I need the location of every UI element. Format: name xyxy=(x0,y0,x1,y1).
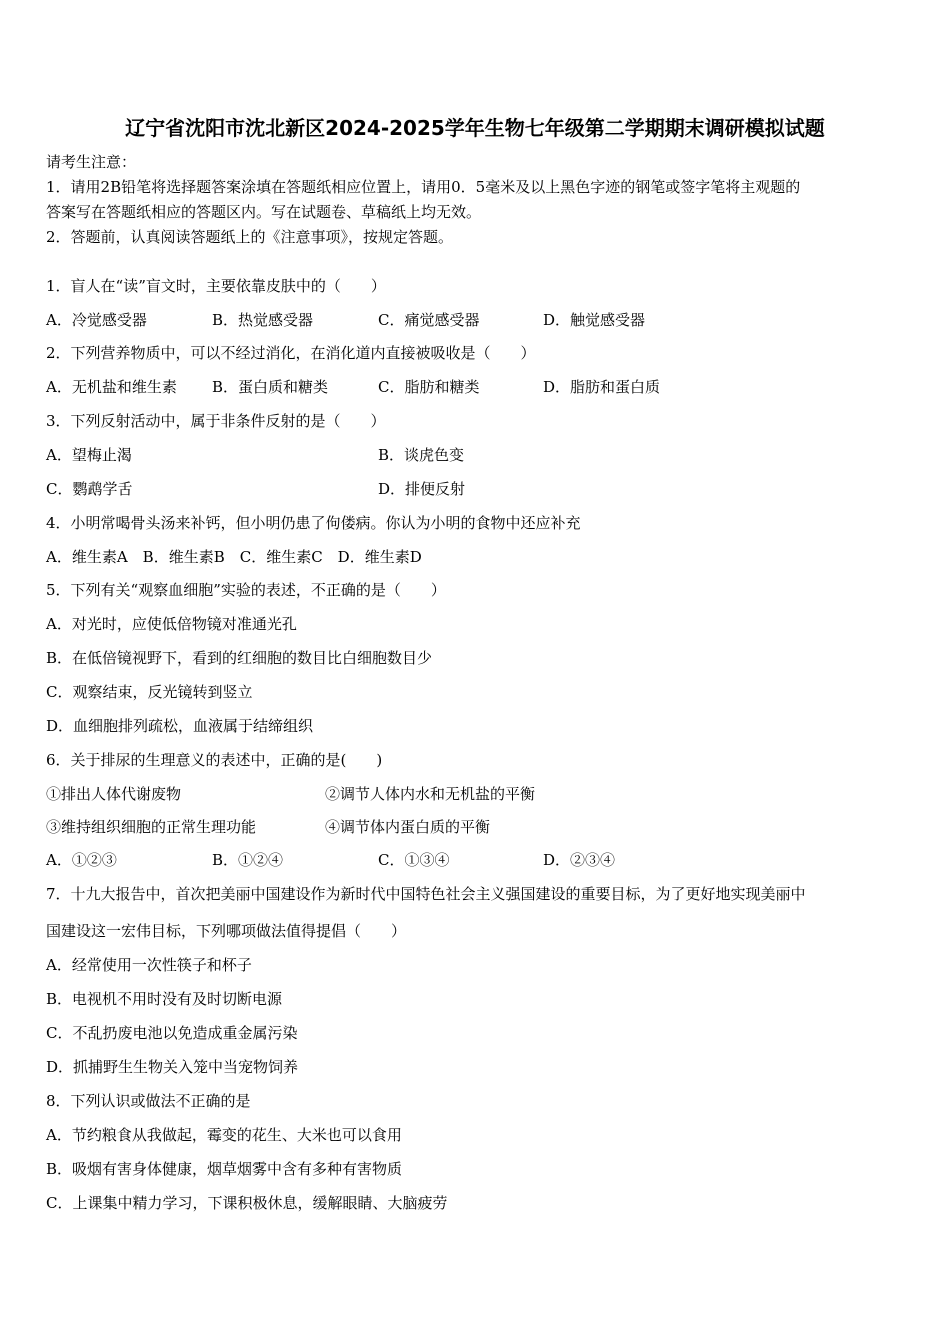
q8-option-c: C．上课集中精力学习，下课积极休息，缓解眼睛、大脑疲劳 xyxy=(46,1194,448,1212)
q3-option-a: A．望梅止渴 xyxy=(46,446,132,464)
q1-stem: 1．盲人在“读”盲文时，主要依靠皮肤中的（ ） xyxy=(46,277,386,295)
page-title: 辽宁省沈阳市沈北新区2024-2025学年生物七年级第二学期期末调研模拟试题 xyxy=(125,116,825,140)
q7-option-b: B．电视机不用时没有及时切断电源 xyxy=(46,990,283,1008)
q2-option-d: D．脂肪和蛋白质 xyxy=(543,378,661,396)
q1-option-b: B．热觉感受器 xyxy=(212,311,314,329)
q2-stem: 2．下列营养物质中，可以不经过消化，在消化道内直接被吸收是（ ） xyxy=(46,344,536,362)
q5-option-b: B．在低倍镜视野下，看到的红细胞的数目比白细胞数目少 xyxy=(46,649,433,667)
q5-option-a: A．对光时，应使低倍物镜对准通光孔 xyxy=(46,615,297,633)
notice-heading: 请考生注意： xyxy=(46,153,137,171)
q6-option-b: B．①②④ xyxy=(212,851,284,869)
q5-option-c: C．观察结束，反光镜转到竖立 xyxy=(46,683,253,701)
q5-option-d: D．血细胞排列疏松，血液属于结缔组织 xyxy=(46,717,314,735)
q6-option-a: A．①②③ xyxy=(46,851,117,869)
q8-stem: 8．下列认识或做法不正确的是 xyxy=(46,1092,251,1110)
notice-line-2: 2．答题前，认真阅读答题纸上的《注意事项》，按规定答题。 xyxy=(46,228,454,246)
q7-stem-line-1: 7．十九大报告中，首次把美丽中国建设作为新时代中国特色社会主义强国建设的重要目标，为了更好地实现美丽中 xyxy=(46,885,806,903)
q4-options: A．维生素A B．维生素B C．维生素C D．维生素D xyxy=(46,548,422,566)
q6-option-c: C．①③④ xyxy=(378,851,450,869)
q2-option-b: B．蛋白质和糖类 xyxy=(212,378,329,396)
q7-option-a: A．经常使用一次性筷子和杯子 xyxy=(46,956,252,974)
q6-statement-1: ①排出人体代谢废物 xyxy=(46,785,182,803)
q3-stem: 3．下列反射活动中，属于非条件反射的是（ ） xyxy=(46,412,386,430)
q1-option-c: C．痛觉感受器 xyxy=(378,311,480,329)
notice-line-1a: 1．请用2B铅笔将选择题答案涂填在答题纸相应位置上，请用0．5毫米及以上黑色字迹的钢笔或签字笔将主观题的 xyxy=(46,178,801,196)
q6-statement-2: ②调节人体内水和无机盐的平衡 xyxy=(325,785,536,803)
q7-option-c: C．不乱扔废电池以免造成重金属污染 xyxy=(46,1024,298,1042)
q6-stem: 6．关于排尿的生理意义的表述中，正确的是( ) xyxy=(46,751,383,769)
q6-option-d: D．②③④ xyxy=(543,851,616,869)
q6-statement-4: ④调节体内蛋白质的平衡 xyxy=(325,818,491,836)
q7-option-d: D．抓捕野生生物关入笼中当宠物饲养 xyxy=(46,1058,299,1076)
q6-statement-3: ③维持组织细胞的正常生理功能 xyxy=(46,818,257,836)
notice-line-1b: 答案写在答题纸相应的答题区内。写在试题卷、草稿纸上均无效。 xyxy=(46,203,482,221)
q8-option-a: A．节约粮食从我做起，霉变的花生、大米也可以食用 xyxy=(46,1126,402,1144)
q2-option-c: C．脂肪和糖类 xyxy=(378,378,480,396)
q8-option-b: B．吸烟有害身体健康，烟草烟雾中含有多种有害物质 xyxy=(46,1160,403,1178)
q3-option-c: C．鹦鹉学舌 xyxy=(46,480,133,498)
q3-option-b: B．谈虎色变 xyxy=(378,446,465,464)
q5-stem: 5．下列有关“观察血细胞”实验的表述，不正确的是（ ） xyxy=(46,581,446,599)
q4-stem: 4．小明常喝骨头汤来补钙，但小明仍患了佝偻病。你认为小明的食物中还应补充 xyxy=(46,514,581,532)
q3-option-d: D．排便反射 xyxy=(378,480,466,498)
q7-stem-line-2: 国建设这一宏伟目标，下列哪项做法值得提倡（ ） xyxy=(46,922,407,940)
q1-option-d: D．触觉感受器 xyxy=(543,311,646,329)
q2-option-a: A．无机盐和维生素 xyxy=(46,378,177,396)
q1-option-a: A．冷觉感受器 xyxy=(46,311,147,329)
